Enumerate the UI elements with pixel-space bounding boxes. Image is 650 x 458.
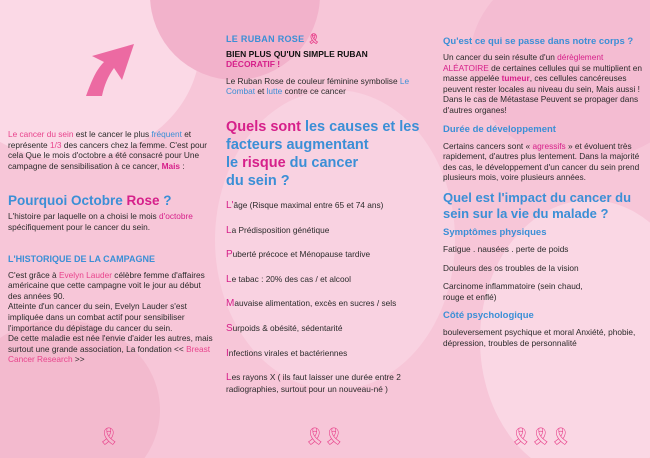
causes-list	[226, 200, 426, 394]
historique-text: De cette maladie est née l'envie d'aider les autres, mais surtout une grande association, La fondation <<	[8, 333, 213, 354]
impact-title: Quel est l'impact du cancer du sein sur la vie du malade ?	[443, 189, 632, 221]
psy-title: Côté psychologique	[443, 310, 534, 322]
symptomes-title: Symptômes physiques	[443, 226, 547, 238]
cause-item: Puberté précoce et Ménopause tardive	[226, 249, 371, 261]
intro-text: :	[180, 160, 185, 171]
left-column	[8, 129, 213, 365]
cause-item: Infections virales et bactériennes	[226, 347, 348, 359]
causes-title-part: du sein ?	[226, 172, 290, 189]
intro-text: des cancers chez la femme. C'est pour cela Que le mois d'octobre a été consacré pour Une campagne de sensibilisation à ce cancer,	[8, 139, 207, 171]
right-column	[443, 36, 643, 349]
duree-text-part: » et évoluent très rapidement, d'autres plus lentement. Dans la majorité des cas, le développement d'un cancer du sein prend plusieurs mois, voire plusieurs années.	[443, 140, 640, 183]
symptome-item: Douleurs des os troubles de la vision	[443, 262, 579, 273]
ribbon-icon: 🎗	[304, 427, 326, 446]
historique-highlight-name: Evelyn Lauder	[58, 269, 112, 280]
intro-highlight-mais: Mais	[161, 160, 181, 171]
corps-highlight-tumeur: tumeur	[501, 73, 530, 84]
intro-paragraph	[8, 129, 213, 171]
octobre-title	[8, 192, 213, 210]
ruban-subtitle-2: DÉCORATIF !	[226, 59, 281, 70]
causes-title-risk: risque	[242, 154, 286, 171]
intro-highlight-cancer: Le cancer du sein	[8, 129, 74, 139]
arrow-shape	[78, 40, 138, 98]
intro-text: est le cancer le plus	[73, 129, 152, 139]
corps-text-part: , ces cellules cancéreuses peuvent rester locales au niveau du sein, Mais aussi ! Dans le cas de Métastase Peuvent se propager dans d'autres organes!	[443, 73, 640, 115]
ribbon-icon: 🎗	[98, 427, 120, 446]
ruban-desc-highlight: Le Combat	[226, 75, 410, 97]
cause-item: Surpoids & obésité, sédentarité	[226, 322, 343, 334]
octobre-text	[8, 211, 213, 232]
causes-title-part: le	[226, 154, 243, 171]
historique-text-3	[8, 333, 213, 365]
corps-highlight-dereglement: dérèglement ALÉATOIRE	[443, 52, 604, 73]
duree-title: Durée de développement	[443, 123, 556, 135]
causes-title	[226, 118, 426, 190]
cause-item: L'âge (Risque maximal entre 65 et 74 ans)	[226, 199, 384, 211]
duree-text	[443, 141, 643, 183]
symptome-item: Carcinome inflammatoire (sein chaud, rouge et enflé)	[443, 281, 583, 302]
intro-text: et représente	[8, 129, 192, 150]
ribbon-icon: 🎗	[510, 427, 532, 446]
cause-item: Le tabac : 20% des cas / et alcool	[226, 273, 352, 285]
corps-text-part: de certaines cellules qui se multiplient en masse appelée	[443, 62, 642, 84]
psy-text: bouleversement psychique et moral Anxiété, phobie, dépression, troubles de personnalité	[443, 327, 636, 348]
historique-text: >>	[72, 354, 85, 365]
ribbon-icon: 🎗	[550, 427, 572, 446]
corps-title: Qu'est ce qui se passe dans notre corps ?	[443, 36, 634, 47]
duree-highlight: agressifs	[532, 140, 566, 151]
ruban-desc-text: contre ce cancer	[282, 86, 346, 97]
historique-text-1	[8, 270, 213, 302]
causes-title-part: les causes et les facteurs augmentant	[226, 118, 420, 153]
middle-column	[226, 34, 426, 394]
octobre-title-part: Pourquoi Octobre	[8, 193, 127, 209]
ruban-desc-highlight: lutte	[266, 86, 283, 97]
causes-title-part: du cancer	[285, 154, 359, 171]
historique-text: célèbre femme d'affaires américaine que cette campagne voit le jour au début des années 90.	[8, 269, 205, 301]
duree-text-part: Certains cancers sont «	[443, 140, 533, 151]
historique-text-2: Atteinte d'un cancer du sein, Evelyn Lauder s'est impliquée dans un combat actif pour sensibiliser l'importance du dépistage du cancer du sein.	[8, 301, 187, 333]
ruban-desc-text: et	[255, 86, 267, 97]
symptome-item: Fatigue . nausées . perte de poids	[443, 243, 569, 254]
corps-text-part: Un cancer du sein résulte d'un	[443, 52, 558, 62]
cause-item: La Prédisposition génétique	[226, 224, 330, 236]
ribbon-icon: 🎗	[307, 34, 321, 45]
ruban-subtitle-1: BIEN PLUS QU'UN SIMPLE RUBAN	[226, 48, 368, 59]
ruban-description	[226, 76, 426, 97]
octobre-text-part: spécifiquement pour le cancer du sein.	[8, 221, 151, 232]
historique-title: L'HISTORIQUE DE LA CAMPAGNE	[8, 253, 155, 264]
ruban-desc-text: Le Ruban Rose de couleur féminine symbolise	[226, 75, 400, 86]
intro-highlight-frequent: fréquent	[151, 129, 182, 139]
octobre-text-part: L'histoire par laquelle on a choisi le mois	[8, 211, 160, 222]
ribbon-icon: 🎗	[323, 427, 345, 446]
corps-text	[443, 52, 643, 116]
octobre-title-rose: Rose	[126, 193, 160, 209]
cause-item: Mauvaise alimentation, excès en sucres / sels	[226, 298, 397, 310]
octobre-text-highlight: d'octobre	[159, 211, 193, 222]
octobre-title-part: ?	[159, 193, 172, 209]
ruban-title-text: LE RUBAN ROSE	[226, 34, 305, 44]
cause-item: Les rayons X ( ils faut laisser une durée entre 2 radiographies, surtout pour un nouveau-né )	[226, 372, 401, 394]
causes-title-part: Quels sont	[226, 118, 305, 135]
historique-highlight-foundation: Breast Cancer Research	[8, 343, 211, 365]
ruban-title	[226, 34, 426, 46]
ribbon-icon: 🎗	[530, 427, 552, 446]
intro-highlight-ratio: 1/3	[49, 139, 62, 150]
historique-text: C'est grâce à	[8, 269, 59, 280]
